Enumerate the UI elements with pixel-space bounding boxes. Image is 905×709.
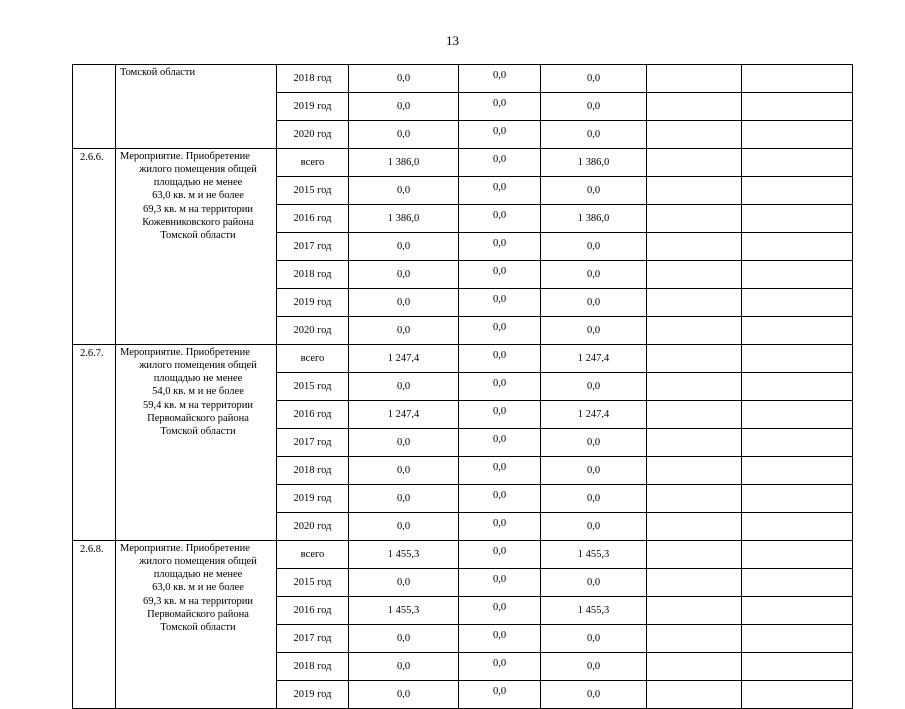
total-value-cell: 0,0 [349, 485, 459, 513]
table-row [73, 345, 853, 373]
total-value-cell: 0,0 [349, 429, 459, 457]
empty-cell-a [647, 233, 742, 261]
regional-value-cell: 0,0 [541, 569, 647, 597]
description-line: Мероприятие. Приобретение [120, 347, 250, 358]
empty-cell-a [647, 65, 742, 93]
total-value-cell: 0,0 [349, 93, 459, 121]
federal-value-cell: 0,0 [459, 233, 541, 261]
empty-cell-b [742, 569, 853, 597]
total-value-cell: 1 455,3 [349, 541, 459, 569]
federal-value-cell: 0,0 [459, 653, 541, 681]
federal-value-cell: 0,0 [459, 289, 541, 317]
description-line: Томской области [160, 229, 236, 241]
regional-value-cell: 0,0 [541, 121, 647, 149]
empty-cell-b [742, 177, 853, 205]
federal-value-cell: 0,0 [459, 65, 541, 93]
regional-value-cell: 0,0 [541, 429, 647, 457]
description-line: 69,3 кв. м на территории [142, 203, 254, 215]
federal-value-cell: 0,0 [459, 317, 541, 345]
empty-cell-a [647, 597, 742, 625]
federal-value-cell: 0,0 [459, 205, 541, 233]
period-cell: 2019 год [277, 485, 349, 513]
description-line: 59,4 кв. м на территории [142, 399, 254, 411]
federal-value-cell: 0,0 [459, 597, 541, 625]
empty-cell-b [742, 541, 853, 569]
description-line: жилого помещения общей [139, 164, 257, 176]
empty-cell-b [742, 65, 853, 93]
empty-cell-b [742, 429, 853, 457]
empty-cell-b [742, 401, 853, 429]
period-cell: 2015 год [277, 373, 349, 401]
regional-value-cell: 0,0 [541, 513, 647, 541]
total-value-cell: 0,0 [349, 177, 459, 205]
empty-cell-a [647, 373, 742, 401]
empty-cell-a [647, 681, 742, 709]
empty-cell-b [742, 205, 853, 233]
period-cell: 2018 год [277, 65, 349, 93]
total-value-cell: 0,0 [349, 233, 459, 261]
empty-cell-b [742, 93, 853, 121]
period-cell: 2018 год [277, 457, 349, 485]
table-body [73, 65, 853, 709]
regional-value-cell: 1 455,3 [541, 541, 647, 569]
period-cell: 2015 год [277, 569, 349, 597]
total-value-cell: 0,0 [349, 373, 459, 401]
period-cell: 2020 год [277, 317, 349, 345]
description-line: 54,0 кв. м и не более [152, 386, 244, 398]
empty-cell-b [742, 513, 853, 541]
period-cell: всего [277, 345, 349, 373]
period-cell: 2018 год [277, 261, 349, 289]
period-cell: 2016 год [277, 597, 349, 625]
federal-value-cell: 0,0 [459, 513, 541, 541]
empty-cell-a [647, 317, 742, 345]
federal-value-cell: 0,0 [459, 345, 541, 373]
period-cell: 2018 год [277, 653, 349, 681]
empty-cell-b [742, 597, 853, 625]
regional-value-cell: 0,0 [541, 457, 647, 485]
period-cell: 2019 год [277, 289, 349, 317]
empty-cell-a [647, 485, 742, 513]
period-cell: 2016 год [277, 205, 349, 233]
description-line: жилого помещения общей [139, 556, 257, 568]
description-line: площадью не менее [153, 373, 243, 385]
description-line: 69,3 кв. м на территории [142, 595, 254, 607]
empty-cell-b [742, 317, 853, 345]
empty-cell-a [647, 513, 742, 541]
period-cell: 2016 год [277, 401, 349, 429]
total-value-cell: 0,0 [349, 121, 459, 149]
period-cell: всего [277, 149, 349, 177]
total-value-cell: 1 455,3 [349, 597, 459, 625]
description-line: Первомайского района [147, 608, 249, 620]
empty-cell-b [742, 289, 853, 317]
federal-value-cell: 0,0 [459, 485, 541, 513]
empty-cell-a [647, 289, 742, 317]
description-line: Мероприятие. Приобретение [120, 543, 250, 554]
empty-cell-b [742, 625, 853, 653]
total-value-cell: 1 247,4 [349, 345, 459, 373]
item-description [116, 541, 277, 709]
empty-cell-a [647, 401, 742, 429]
empty-cell-a [647, 429, 742, 457]
federal-value-cell: 0,0 [459, 457, 541, 485]
empty-cell-b [742, 121, 853, 149]
period-cell: 2019 год [277, 93, 349, 121]
total-value-cell: 0,0 [349, 65, 459, 93]
regional-value-cell: 0,0 [541, 681, 647, 709]
regional-value-cell: 0,0 [541, 233, 647, 261]
item-number: 2.6.8. [73, 541, 116, 709]
empty-cell-b [742, 345, 853, 373]
federal-value-cell: 0,0 [459, 625, 541, 653]
regional-value-cell: 1 247,4 [541, 401, 647, 429]
total-value-cell: 0,0 [349, 681, 459, 709]
regional-value-cell: 0,0 [541, 289, 647, 317]
empty-cell-a [647, 569, 742, 597]
empty-cell-b [742, 457, 853, 485]
empty-cell-b [742, 261, 853, 289]
federal-value-cell: 0,0 [459, 121, 541, 149]
federal-value-cell: 0,0 [459, 373, 541, 401]
period-cell: 2015 год [277, 177, 349, 205]
empty-cell-a [647, 653, 742, 681]
regional-value-cell: 0,0 [541, 653, 647, 681]
description-line: жилого помещения общей [139, 360, 257, 372]
federal-value-cell: 0,0 [459, 541, 541, 569]
regional-value-cell: 1 455,3 [541, 597, 647, 625]
empty-cell-b [742, 653, 853, 681]
period-cell: 2017 год [277, 233, 349, 261]
federal-value-cell: 0,0 [459, 261, 541, 289]
empty-cell-b [742, 373, 853, 401]
total-value-cell: 0,0 [349, 653, 459, 681]
budget-table [72, 64, 853, 709]
item-description [116, 65, 277, 149]
empty-cell-a [647, 121, 742, 149]
regional-value-cell: 1 386,0 [541, 149, 647, 177]
description-line: Первомайского района [147, 412, 249, 424]
total-value-cell: 0,0 [349, 625, 459, 653]
regional-value-cell: 0,0 [541, 373, 647, 401]
empty-cell-b [742, 233, 853, 261]
total-value-cell: 0,0 [349, 289, 459, 317]
description-line: Томской области [160, 621, 236, 633]
description-line: Кожевниковского района [142, 216, 254, 228]
table-row [73, 149, 853, 177]
table-row [73, 541, 853, 569]
period-cell: всего [277, 541, 349, 569]
empty-cell-a [647, 625, 742, 653]
regional-value-cell: 0,0 [541, 485, 647, 513]
empty-cell-a [647, 93, 742, 121]
empty-cell-a [647, 541, 742, 569]
federal-value-cell: 0,0 [459, 177, 541, 205]
federal-value-cell: 0,0 [459, 149, 541, 177]
total-value-cell: 0,0 [349, 457, 459, 485]
federal-value-cell: 0,0 [459, 93, 541, 121]
description-line: Томской области [120, 67, 196, 78]
item-description [116, 345, 277, 541]
period-cell: 2020 год [277, 121, 349, 149]
total-value-cell: 1 386,0 [349, 205, 459, 233]
federal-value-cell: 0,0 [459, 569, 541, 597]
item-number [73, 65, 116, 149]
regional-value-cell: 0,0 [541, 177, 647, 205]
regional-value-cell: 0,0 [541, 625, 647, 653]
period-cell: 2017 год [277, 625, 349, 653]
total-value-cell: 0,0 [349, 569, 459, 597]
description-line: площадью не менее [153, 569, 243, 581]
total-value-cell: 1 247,4 [349, 401, 459, 429]
period-cell: 2020 год [277, 513, 349, 541]
description-line: Томской области [160, 425, 236, 437]
federal-value-cell: 0,0 [459, 401, 541, 429]
item-description [116, 149, 277, 345]
empty-cell-a [647, 261, 742, 289]
item-number: 2.6.7. [73, 345, 116, 541]
item-number: 2.6.6. [73, 149, 116, 345]
empty-cell-b [742, 681, 853, 709]
period-cell: 2017 год [277, 429, 349, 457]
empty-cell-a [647, 177, 742, 205]
empty-cell-a [647, 345, 742, 373]
description-line: 63,0 кв. м и не более [152, 582, 244, 594]
total-value-cell: 1 386,0 [349, 149, 459, 177]
regional-value-cell: 0,0 [541, 317, 647, 345]
empty-cell-a [647, 205, 742, 233]
regional-value-cell: 1 247,4 [541, 345, 647, 373]
federal-value-cell: 0,0 [459, 681, 541, 709]
regional-value-cell: 0,0 [541, 93, 647, 121]
total-value-cell: 0,0 [349, 513, 459, 541]
total-value-cell: 0,0 [349, 317, 459, 345]
regional-value-cell: 0,0 [541, 261, 647, 289]
empty-cell-b [742, 149, 853, 177]
page-number: 13 [446, 33, 459, 48]
empty-cell-a [647, 149, 742, 177]
empty-cell-b [742, 485, 853, 513]
total-value-cell: 0,0 [349, 261, 459, 289]
description-line: Мероприятие. Приобретение [120, 151, 250, 162]
regional-value-cell: 1 386,0 [541, 205, 647, 233]
empty-cell-a [647, 457, 742, 485]
description-line: площадью не менее [153, 177, 243, 189]
federal-value-cell: 0,0 [459, 429, 541, 457]
regional-value-cell: 0,0 [541, 65, 647, 93]
description-line: 63,0 кв. м и не более [152, 190, 244, 202]
table-row [73, 65, 853, 93]
period-cell: 2019 год [277, 681, 349, 709]
